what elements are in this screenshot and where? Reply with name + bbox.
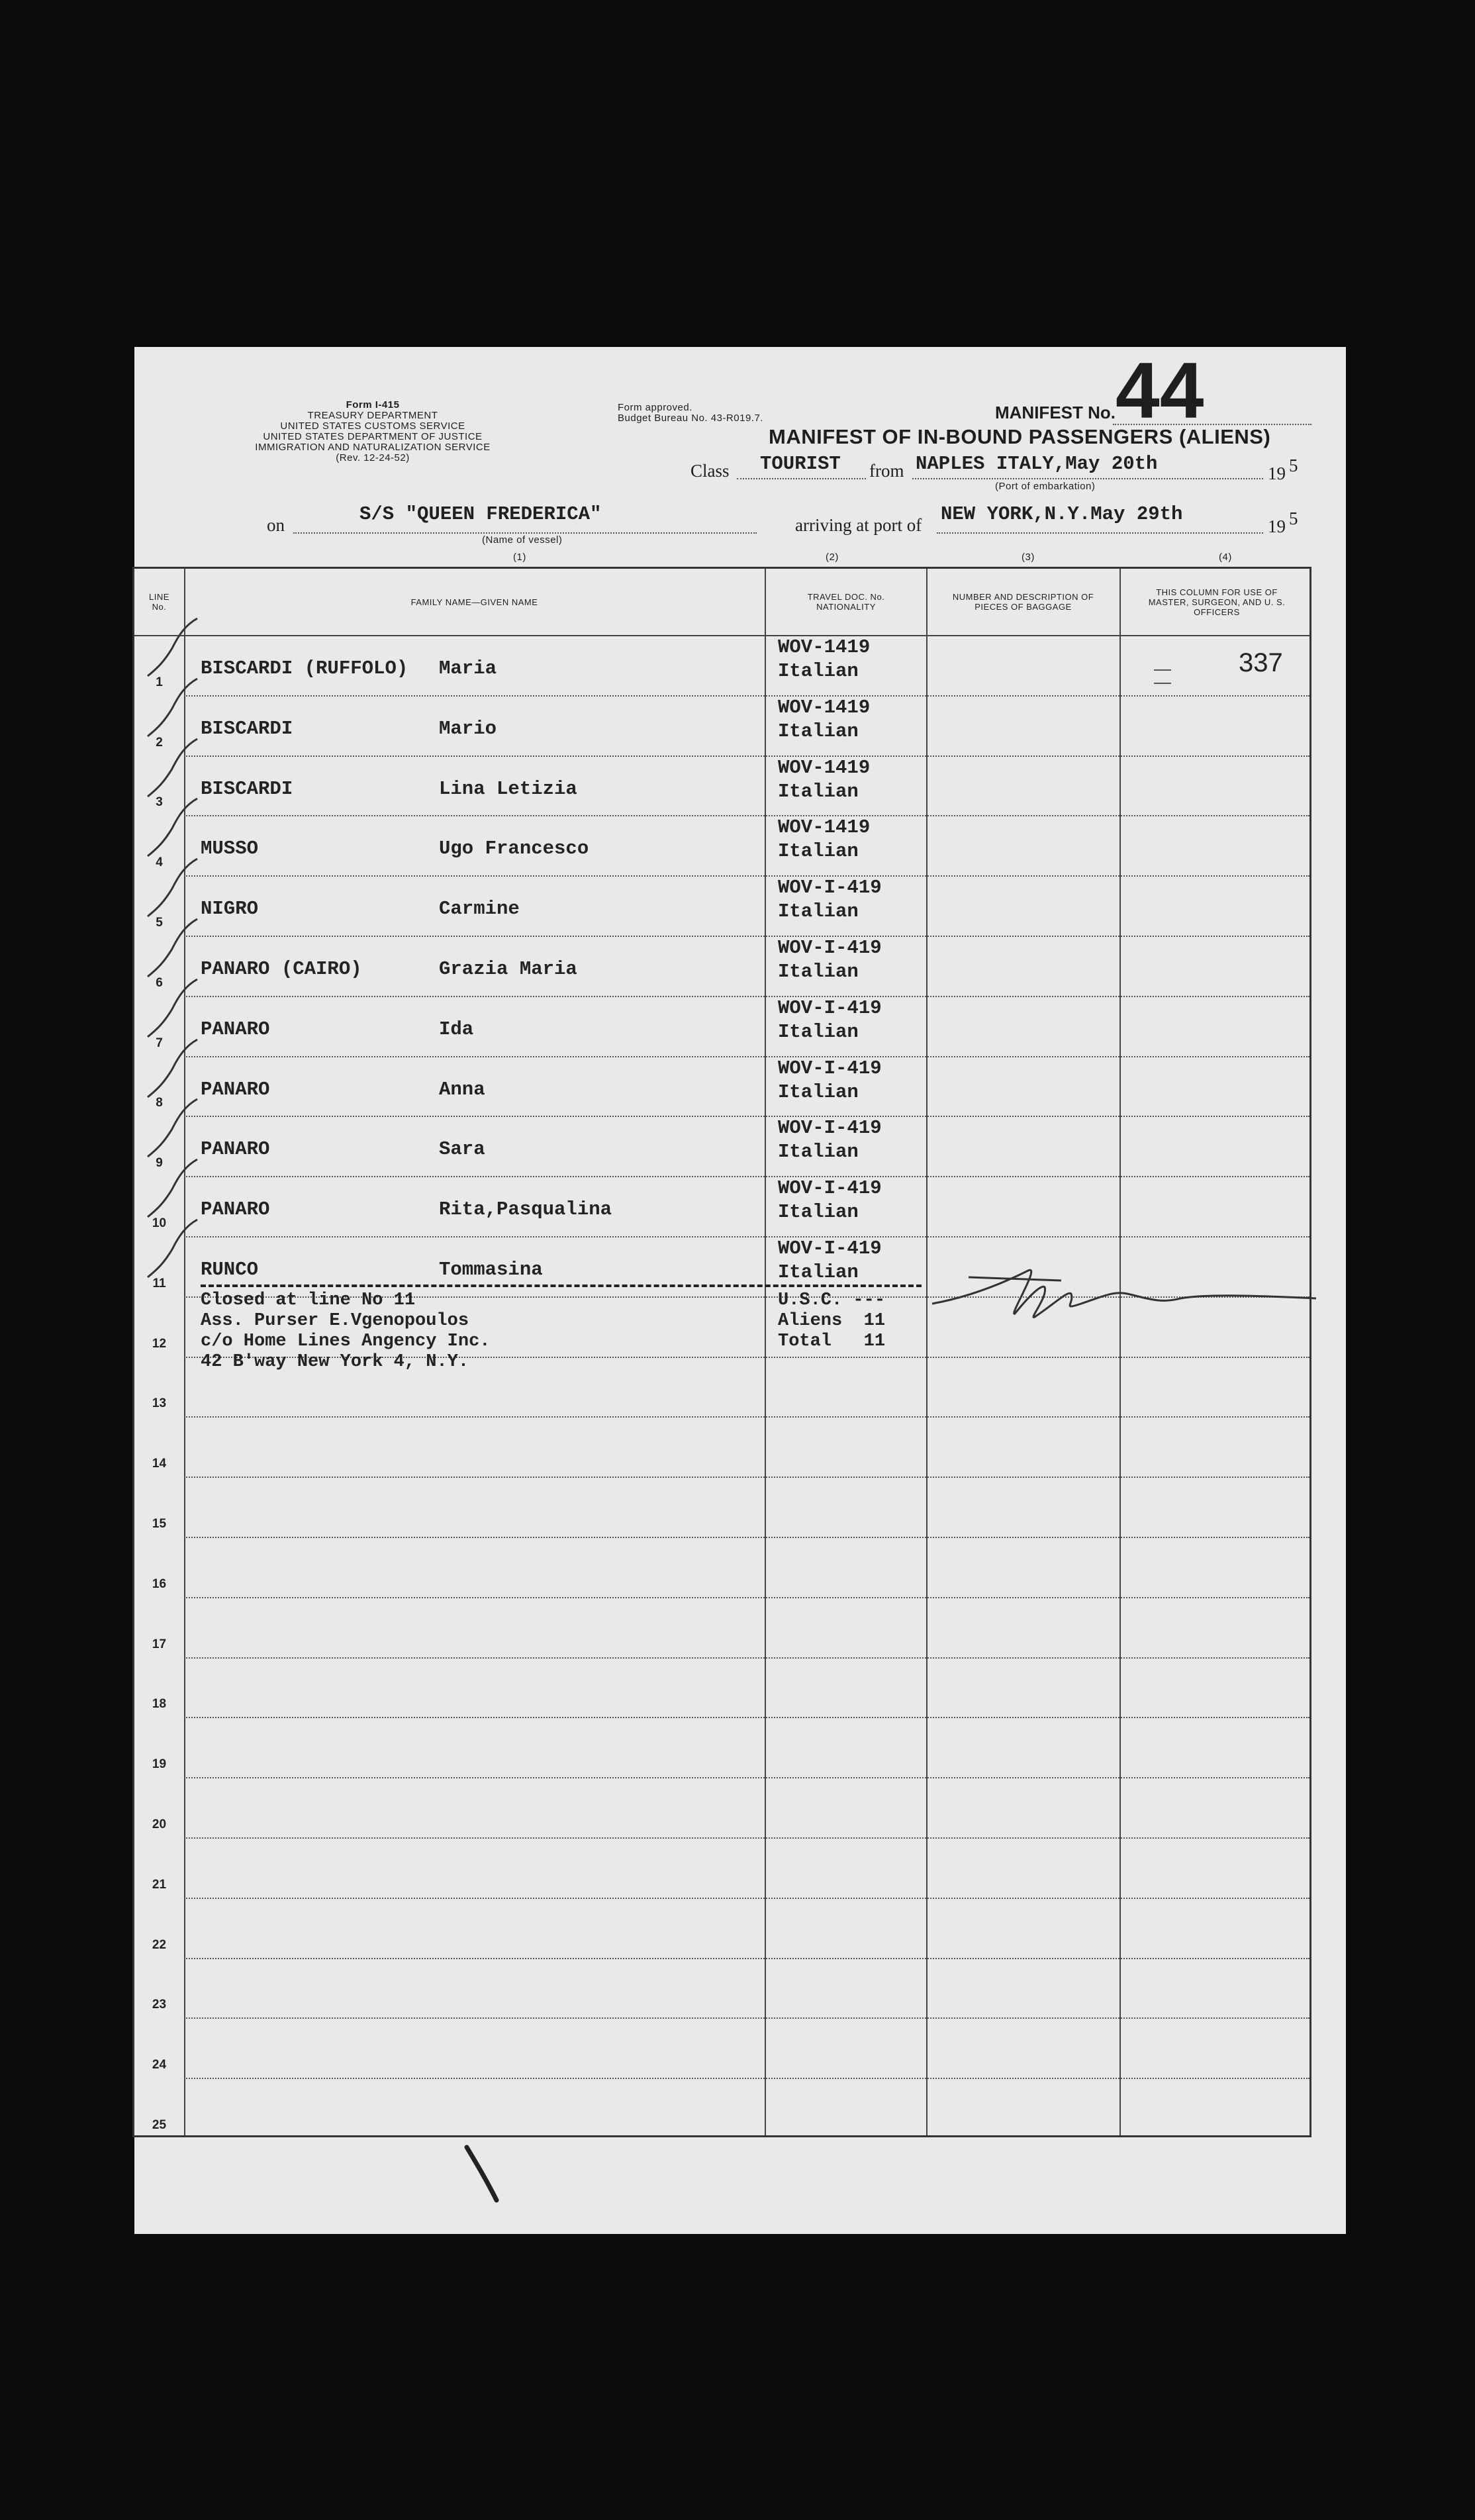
check-mark — [144, 675, 204, 742]
given-name-cell: Ida — [439, 1018, 474, 1040]
line-number: 16 — [152, 1576, 167, 1591]
check-mark — [144, 855, 204, 922]
travel-doc-cell: WOV-1419 — [778, 756, 871, 779]
column-number: (1) — [513, 552, 526, 563]
travel-doc-cell: WOV-I-419 — [778, 1057, 882, 1079]
check-mark — [144, 1156, 204, 1222]
travel-doc-cell: WOV-1419 — [778, 696, 871, 718]
row-divider — [184, 1777, 1309, 1778]
closing-line: c/o Home Lines Angency Inc. — [201, 1332, 491, 1351]
from-underline — [912, 478, 1263, 479]
department-line: TREASURY DEPARTMENT — [307, 410, 438, 421]
line-number: 14 — [152, 1457, 167, 1471]
line-number: 12 — [152, 1336, 167, 1351]
line-number: 7 — [156, 1036, 163, 1050]
check-mark — [144, 1216, 204, 1283]
line-number: 25 — [152, 2118, 167, 2132]
nationality-cell: Italian — [778, 1081, 859, 1103]
travel-doc-cell: WOV-I-419 — [778, 1117, 882, 1139]
row-divider — [184, 1717, 1309, 1718]
line-number: 23 — [152, 1998, 167, 2012]
approval-block — [618, 403, 763, 424]
line-number: 10 — [152, 1216, 167, 1230]
class-underline — [737, 478, 866, 479]
nationality-cell: Italian — [778, 1020, 859, 1043]
officer-note-value: 337 — [1239, 648, 1283, 677]
line-number: 20 — [152, 1817, 167, 1831]
family-name-cell: BISCARDI — [201, 717, 293, 740]
arriving-label: arriving at port of — [795, 515, 922, 535]
form-number: Form I-415 — [346, 399, 400, 411]
given-name-cell: Tommasina — [439, 1259, 543, 1281]
check-mark — [144, 916, 204, 982]
embarkation-port-value: NAPLES ITALY,May 20th — [916, 453, 1158, 475]
line-number: 5 — [156, 916, 163, 930]
passenger-table — [132, 567, 1311, 2137]
row-divider — [184, 1537, 1309, 1538]
given-name-cell: Mario — [439, 717, 497, 740]
class-label: Class — [690, 461, 730, 481]
family-name-cell: PANARO — [201, 1138, 270, 1161]
nationality-cell: Italian — [778, 660, 859, 682]
travel-doc-cell: WOV-1419 — [778, 636, 871, 658]
line-number: 17 — [152, 1637, 167, 1651]
line-number: 6 — [156, 975, 163, 990]
check-mark — [144, 615, 204, 681]
total-line: Total 11 — [778, 1332, 886, 1351]
agency-line: IMMIGRATION AND NATURALIZATION SERVICE — [255, 442, 491, 453]
total-line: U.S.C. --- — [778, 1290, 886, 1310]
check-mark — [144, 976, 204, 1042]
column-number: (4) — [1219, 552, 1232, 563]
closing-rule — [201, 1284, 922, 1287]
table-row — [134, 1176, 1309, 1236]
table-row — [134, 936, 1309, 996]
travel-doc-cell: WOV-I-419 — [778, 937, 882, 959]
nationality-cell: Italian — [778, 1141, 859, 1163]
family-name-cell: PANARO — [201, 1018, 270, 1040]
table-row — [134, 635, 1309, 695]
year-suffix: 5 — [1289, 509, 1298, 528]
budget-bureau-line: Budget Bureau No. 43-R019.7. — [618, 412, 763, 424]
nationality-cell: Italian — [778, 1201, 859, 1224]
approval-line: Form approved. — [618, 402, 692, 413]
check-mark — [144, 1096, 204, 1162]
total-line: Aliens 11 — [778, 1311, 886, 1331]
line-number: 13 — [152, 1396, 167, 1411]
line-number: 18 — [152, 1697, 167, 1712]
nationality-cell: Italian — [778, 961, 859, 983]
travel-doc-cell: WOV-I-419 — [778, 1177, 882, 1200]
row-divider — [184, 2017, 1309, 2019]
line-number: 24 — [152, 2058, 167, 2072]
line-number: 1 — [156, 675, 163, 689]
nationality-cell: Italian — [778, 720, 859, 742]
line-number: 3 — [156, 795, 163, 810]
travel-doc-cell: WOV-I-419 — [778, 996, 882, 1019]
given-name-cell: Maria — [439, 657, 497, 679]
from-label: from — [869, 461, 904, 481]
table-row — [134, 996, 1309, 1056]
check-mark — [144, 795, 204, 861]
row-divider — [184, 1477, 1309, 1478]
table-row — [134, 815, 1309, 875]
given-name-cell: Rita,Pasqualina — [439, 1198, 612, 1221]
year-prefix: 19 — [1268, 463, 1286, 483]
column-number: (2) — [826, 552, 839, 563]
travel-doc-cell: WOV-I-419 — [778, 1237, 882, 1259]
line-number: 11 — [152, 1276, 166, 1290]
family-name-cell: BISCARDI (RUFFOLO) — [201, 657, 408, 679]
check-mark — [144, 1036, 204, 1102]
given-name-cell: Carmine — [439, 898, 520, 920]
closing-line: Ass. Purser E.Vgenopoulos — [201, 1311, 469, 1331]
port-embarkation-caption: (Port of embarkation) — [995, 481, 1096, 492]
table-row — [134, 755, 1309, 816]
given-name-cell: Lina Letizia — [439, 777, 577, 800]
closing-line: 42 B'way New York 4, N.Y. — [201, 1352, 469, 1372]
family-name-cell: MUSSO — [201, 838, 259, 860]
column-header-officers: THIS COLUMN FOR USE OF MASTER, SURGEON, AND U. S. OFFICERS — [1148, 587, 1286, 617]
row-divider — [184, 1416, 1309, 1418]
manifest-number: 44 — [1116, 347, 1204, 435]
family-name-cell: NIGRO — [201, 898, 259, 920]
nationality-cell: Italian — [778, 780, 859, 802]
table-row — [134, 1116, 1309, 1176]
manifest-number-label: MANIFEST No. — [995, 403, 1116, 422]
family-name-cell: PANARO — [201, 1198, 270, 1221]
form-id-block — [247, 400, 499, 463]
row-divider — [184, 1657, 1309, 1659]
column-number: (3) — [1022, 552, 1035, 563]
revision-line: (Rev. 12-24-52) — [336, 452, 410, 463]
stray-pen-mark — [463, 2144, 503, 2204]
line-number: 4 — [156, 855, 163, 870]
given-name-cell: Ugo Francesco — [439, 838, 589, 860]
family-name-cell: BISCARDI — [201, 777, 293, 800]
column-header-baggage: NUMBER AND DESCRIPTION OF PIECES OF BAGGAGE — [952, 592, 1094, 612]
travel-doc-cell: WOV-1419 — [778, 816, 871, 839]
vessel-underline — [293, 532, 757, 534]
department-line: UNITED STATES DEPARTMENT OF JUSTICE — [263, 431, 483, 442]
line-number: 21 — [152, 1877, 167, 1892]
line-number: 8 — [156, 1096, 163, 1110]
agency-line: UNITED STATES CUSTOMS SERVICE — [280, 420, 465, 432]
given-name-cell: Grazia Maria — [439, 958, 577, 980]
vessel-name-value: S/S "QUEEN FREDERICA" — [359, 503, 602, 525]
travel-doc-cell: WOV-I-419 — [778, 877, 882, 899]
nationality-cell: Italian — [778, 900, 859, 923]
row-divider — [184, 2078, 1309, 2079]
closing-line: Closed at line No 11 — [201, 1290, 416, 1310]
row-divider — [184, 1837, 1309, 1839]
vessel-caption: (Name of vessel) — [482, 534, 563, 546]
family-name-cell: RUNCO — [201, 1259, 259, 1281]
line-number: 22 — [152, 1937, 167, 1952]
nationality-cell: Italian — [778, 1261, 859, 1283]
year-suffix: 5 — [1289, 456, 1298, 475]
manifest-title: MANIFEST OF IN-BOUND PASSENGERS (ALIENS) — [769, 425, 1271, 448]
line-number: 2 — [156, 735, 163, 750]
closing-notes — [201, 1290, 490, 1373]
nationality-cell: Italian — [778, 840, 859, 863]
arriving-underline — [937, 532, 1263, 534]
given-name-cell: Anna — [439, 1078, 485, 1100]
class-value: TOURIST — [760, 453, 841, 475]
on-label: on — [267, 515, 285, 535]
family-name-cell: PANARO — [201, 1078, 270, 1100]
year-prefix: 19 — [1268, 516, 1286, 536]
column-header-travel-doc: TRAVEL DOC. No. NATIONALITY — [807, 592, 885, 612]
column-header-line-no: LINE No. — [149, 592, 169, 612]
officer-note-mark — [1154, 669, 1171, 671]
row-divider — [184, 1898, 1309, 1899]
handwritten-signature — [929, 1257, 1319, 1330]
table-row — [134, 875, 1309, 936]
line-number: 9 — [156, 1156, 163, 1171]
check-mark — [144, 736, 204, 802]
closing-totals — [778, 1290, 885, 1352]
given-name-cell: Sara — [439, 1138, 485, 1161]
line-number: 19 — [152, 1757, 167, 1772]
officer-note-mark — [1154, 683, 1171, 684]
row-divider — [184, 1597, 1309, 1598]
table-row — [134, 1056, 1309, 1116]
column-header-name: FAMILY NAME—GIVEN NAME — [410, 597, 538, 607]
row-divider — [184, 1958, 1309, 1959]
table-row — [134, 695, 1309, 755]
line-number: 15 — [152, 1517, 167, 1531]
arrival-port-value: NEW YORK,N.Y.May 29th — [941, 503, 1183, 525]
family-name-cell: PANARO (CAIRO) — [201, 958, 362, 980]
